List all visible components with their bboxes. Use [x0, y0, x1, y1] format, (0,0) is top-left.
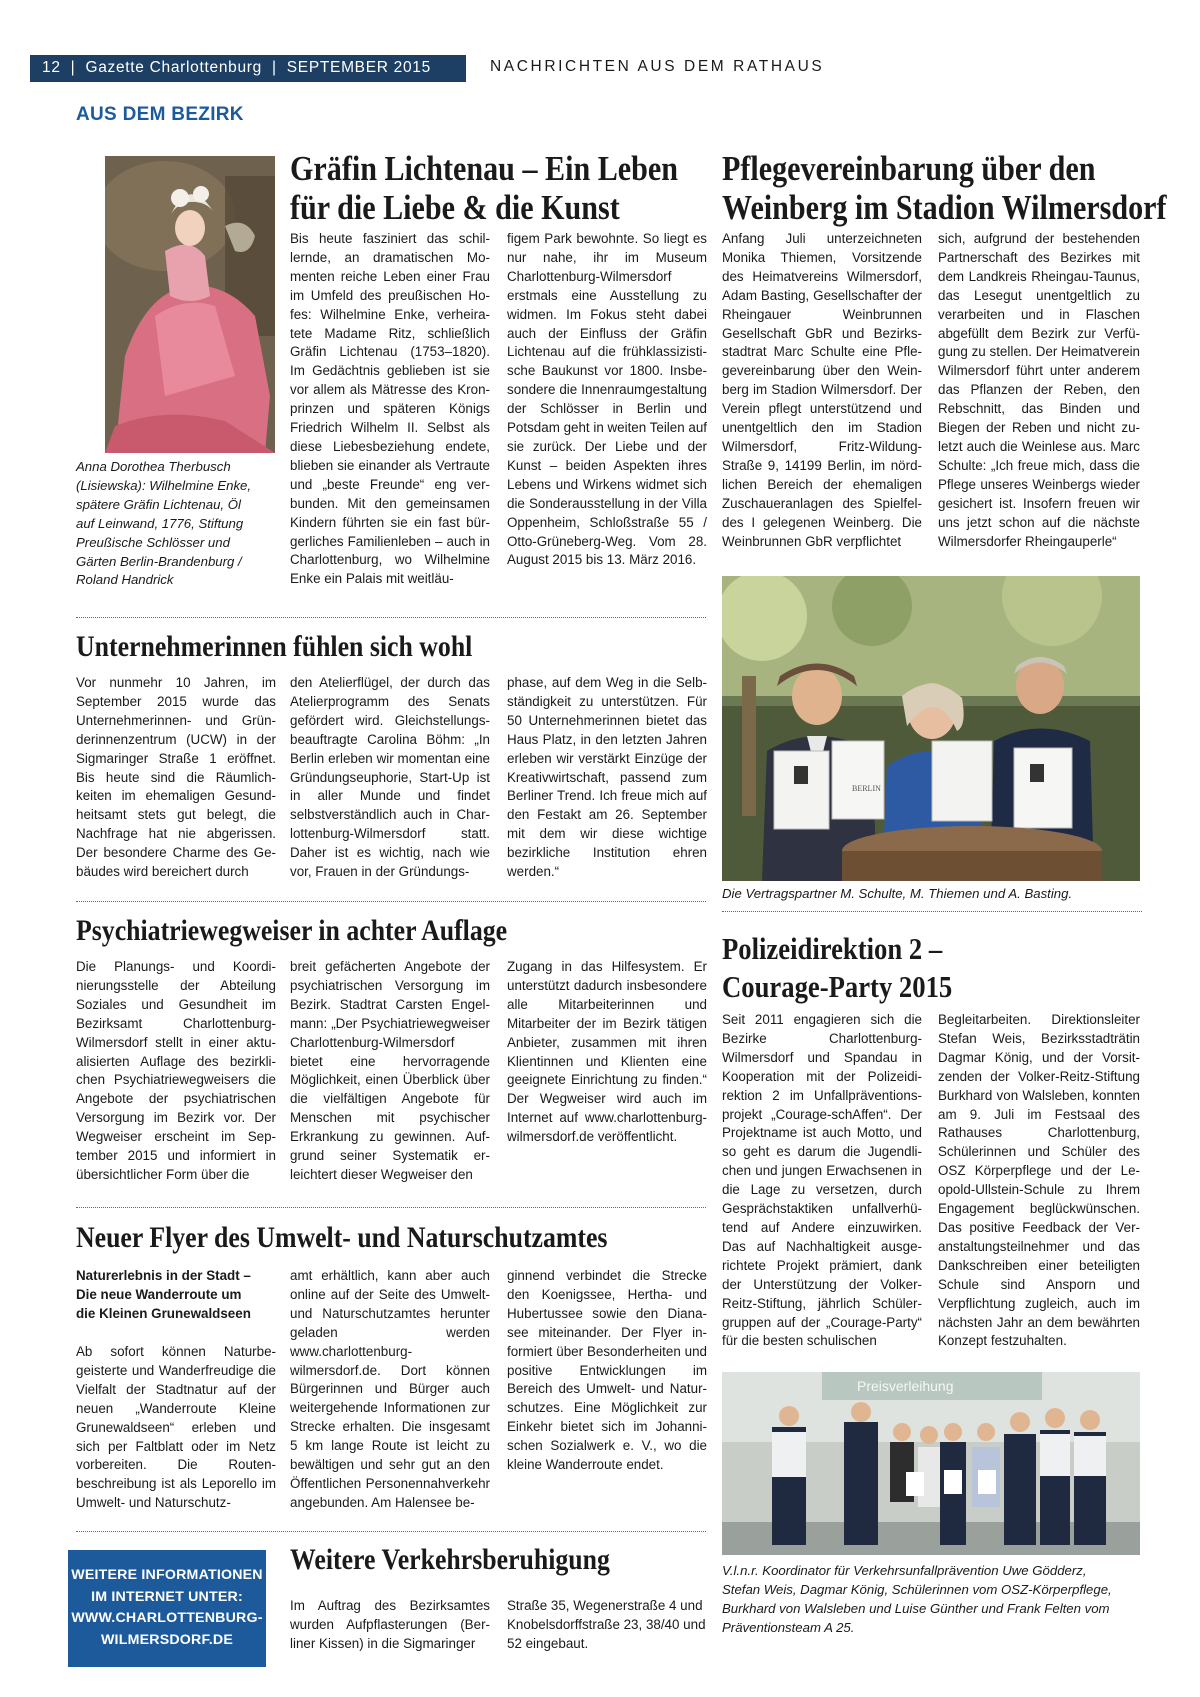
article2-column-1: Anfang Juli unterzeichneten Monika Thiemen, Vorsitzende des Heimatvereins Wilmersdorf, Adam Basting, Gesellschafter der Rheingauer Weinbrunnen Gesellschaft GbR und Bezirksstadtrat Marc Schulte eine Pflegevereinbarung über den Weinberg im Stadion Wilmersdorf. Der Verein pflegt unterstützend und unentgeltlich den im Stadion Wilmersdorf, Fritz-Wildung-Straße 9, 14199 Berlin, im nördlichen Bereich der ehemaligen Zuschaueranlagen des Spielfeldes I gelegenen Weinberg. Die Weinbrunnen GbR verpflichtet	[722, 231, 922, 549]
article1-column-1: Bis heute fasziniert das schillernde, an dramatischen Momenten reiche Leben einer Frau im Umfeld des preußischen Hofes: Wilhelmine Enke, verheiratete Madame Ritz, schließlich Gräfin Lichtenau (1753–1820). Im Gedächtnis geblieben ist sie vor allem als Mätresse des Kronprinzen und späteren Königs Friedrich Wilhelm II. Selbst als diese Liebesbeziehung endete, blieben sie einander als Vertraute und „beste Freunde“ eng verbunden. Mit den gemeinsamen Kindern führten sie ein fast bürgerliches Familienleben – auch in Charlottenburg, wo Wilhelmine Enke ein Palais mit weitläu-	[290, 231, 490, 587]
article3-column-2: den Atelierflügel, der durch das Atelierprogramm des Senats gefördert wird. Gleichstellungsbeauftragte Carolina Böhm: „In Berlin erleben wir momentan eine Gründungseuphorie, Start-Up ist in aller Munde und findet selbstverständlich auch in Charlottenburg-Wilmersdorf statt. Daher ist es wichtig, nach wie vor, Frauen in der Gründungs-	[290, 675, 490, 880]
courage-party-photo	[722, 1372, 1140, 1555]
issue-bar: 12 | Gazette Charlottenburg | SEPTEMBER 2015	[30, 55, 466, 82]
article7-headline: Weitere Verkehrsberuhigung	[290, 1543, 610, 1576]
more-info-box[interactable]: WEITERE INFORMATIONEN IM INTERNET UNTER: WWW.CHARLOTTENBURG- WILMERSDORF.DE	[68, 1550, 266, 1667]
article2-headline: Pflegevereinbarung über den Weinberg im Stadion Wilmersdorf	[722, 149, 1167, 227]
issue-date: SEPTEMBER 2015	[286, 59, 431, 76]
article7-column-1: Im Auftrag des Bezirksamtes wurden Aufpflasterungen (Berliner Kissen) in die Sigmaringer	[290, 1598, 490, 1651]
article6-column-1: Ab sofort können Naturbegeisterte und Wanderfreudige die Vielfalt der Stadtnatur auf der neuen „Wanderroute Kleine Grunewaldseen“ erleben und sich per Faltblatt oder im Netz vorbereiten. Die Routenbeschreibung ist als Leporello im Umwelt- und Naturschutz-	[76, 1344, 276, 1511]
painting-image	[105, 156, 275, 453]
divider	[76, 617, 706, 618]
article3-column-1: Vor nunmehr 10 Jahren, im September 2015 wurde das Unternehmerinnen- und Gründerinnenzentrum (UCW) in der Sigmaringer Straße 1 eröffnet. Bis heute sind die Räumlichkeiten im ehemaligen Gesundheitsamt stets gut belegt, die Nachfrage hat nie abgerissen. Der besondere Charme des Gebäudes wird bereichert durch	[76, 675, 276, 880]
painting-caption: Anna Dorothea Therbusch (Lisiewska): Wilhelmine Enke, spätere Gräfin Lichtenau, Öl auf Leinwand, 1776, Stiftung Preußische Schlösser und Gärten Berlin-Brandenburg / Roland Handrick	[76, 459, 252, 588]
courage-photo-caption: V.l.n.r. Koordinator für Verkehrsunfallprävention Uwe Gödderz, Stefan Weis, Dagmar König, Schülerinnen vom OSZ-Körperpflege, Burkhard von Walsleben und Luise Günther und Frank Felten vom Präventionsteam A 25.	[722, 1563, 1112, 1635]
portrait-painting-icon	[105, 156, 275, 453]
article3-headline: Unternehmerinnen fühlen sich wohl	[76, 630, 473, 663]
publication-name: Gazette Charlottenburg	[85, 59, 262, 76]
article5-headline: Polizeidirektion 2 – Courage-Party 2015	[722, 931, 953, 1004]
article1-headline: Gräfin Lichtenau – Ein Leben für die Liebe & die Kunst	[290, 149, 679, 227]
section-kicker: AUS DEM BEZIRK	[76, 104, 244, 125]
article5-column-1: Seit 2011 engagieren sich die Bezirke Charlottenburg-Wilmersdorf und Spandau in Kooperation mit der Polizeidirektion 2 im Unfallpräventionsprojekt „Courage-schAffen“. Der Projektname ist auch Motto, und so geht es darum die Jugendlichen und jungen Erwachsenen in die Lage zu versetzen, durch Gesprächstaktiken unfallverhütend auf Andere einzuwirken. Das auf Nachhaltigkeit ausgerichtete Projekt prämiert, dank der Unterstützung der Volker-Reitz-Stiftung, jährlich Schülergruppen auf der „Courage-Party“ für die besten schulischen	[722, 1012, 922, 1349]
photo-banner-text: Preisverleihung	[857, 1378, 954, 1394]
article6-column-3: ginnend verbindet die Strecke den Koenigssee, Hertha- und Hubertussee sowie den Dianasee miteinander. Der Flyer informiert über Besonderheiten und positive Entwicklungen im Bereich des Umwelt- und Naturschutzes. Eine Möglichkeit zur Einkehr bietet sich im Johannischen Sozialwerk e. V., wo die kleine Wanderroute endet.	[507, 1268, 707, 1473]
divider	[76, 901, 706, 902]
article6-column-2: amt erhältlich, kann aber auch online auf der Seite des Umwelt- und Naturschutzamtes herunter geladen werden www.charlottenburg-wilmersdorf.de. Dort können Bürgerinnen und Bürger auch weitergehende Informationen zur Strecke erhalten. Die insgesamt 5 km lange Route ist leicht zu bewältigen und sehr gut an den Öffentlichen Personennahverkehr angebunden. Am Halensee be-	[290, 1268, 490, 1510]
group-photo-icon	[722, 1372, 1140, 1555]
article4-column-1: Die Planungs- und Koordinierungsstelle der Abteilung Soziales und Gesundheit im Bezirksamt Charlottenburg-Wilmersdorf stellt in einer aktualisierten Auflage des bezirklichen Psychiatriewegweisers die Angebote der psychiatrischen Versorgung im Bezirk vor. Der Wegweiser erscheint im September 2015 und informiert in übersichtlicher Form über die	[76, 959, 276, 1182]
page-number: 12	[42, 59, 61, 76]
article5-column-2: Begleitarbeiten. Direktionsleiter Stefan Weis, Bezirksstadträtin Dagmar König, und der Vorsitzenden der Volker-Reitz-Stiftung Burkhard von Walsleben, konnten am 9. Juli im Festsaal des Rathauses Charlottenburg, Schülerinnen und Schüler des OSZ Körperpflege und der Leopold-Ullstein-Schule zu Ihrem Engagement beglückwünschen. Das positive Feedback der Veranstaltungsteilnehmer und das Dankschreiben einer beteiligten Schule sind Ansporn und Verpflichtung zugleich, auch im nächsten Jahr an dem bewährten Konzept festzuhalten.	[938, 1012, 1140, 1349]
divider	[76, 1207, 706, 1208]
article2-column-2: sich, aufgrund der bestehenden Partnerschaft des Bezirkes mit dem Landkreis Rheingau-Taunus, das Lesegut unentgeltlich zu verarbeiten und in Flaschen abgefüllt dem Bezirk zur Verfügung zu stellen. Der Heimatverein Wilmersdorf führt unter anderem das Pflanzen der Reben, den Rebschnitt, das Binden und Biegen der Reben und nicht zuletzt auch die Weinlese aus. Marc Schulte: „Ich freue mich, dass die Pflege unseres Weinbergs wieder gesichert ist. Insofern freuen wir uns jetzt schon auf die nächste Wilmersdorfer Rheingauperle“	[938, 231, 1140, 549]
article4-column-2: breit gefächerten Angebote der psychiatrischen Versorgung im Bezirk. Stadtrat Carsten Engelmann: „Der Psychiatriewegweiser Charlottenburg-Wilmersdorf bietet eine hervorragende Möglichkeit, einen Überblick über die vielfältigen Angebote für Menschen mit psychischer Erkrankung zu gewinnen. Aufgrund seiner Systematik erleichtert dieser Wegweiser den	[290, 959, 490, 1182]
article7-column-2: Straße 35, Wegenerstraße 4 und Knobelsdorffstraße 23, 38/40 und 52 eingebaut.	[507, 1598, 706, 1651]
vineyard-photo-caption: Die Vertragspartner M. Schulte, M. Thiemen und A. Basting.	[722, 886, 1073, 901]
divider	[76, 1531, 706, 1532]
article6-subhead: Naturerlebnis in der Stadt – Die neue Wanderroute um die Kleinen Grunewaldseen	[76, 1268, 251, 1321]
article4-headline: Psychiatriewegweiser in achter Auflage	[76, 914, 508, 947]
three-people-photo-icon	[722, 576, 1140, 881]
vineyard-partners-photo	[722, 576, 1140, 881]
section-title: NACHRICHTEN AUS DEM RATHAUS	[490, 58, 825, 75]
article1-column-2: figem Park bewohnte. So liegt es nur nahe, ihr im Museum Charlottenburg-Wilmersdorf erstmals eine Ausstellung zu widmen. Im Fokus steht dabei auch der Einfluss der Gräfin Lichtenau auf die frühklassizistische Baukunst vor 1800. Insbesondere die Innenraumgestaltung der Schlösser in Berlin und Potsdam geht in weiten Teilen auf sie zurück. Der Liebe und der Kunst – beiden Aspekten ihres Lebens und Wirkens widmet sich die Sonderausstellung in der Villa Oppenheim, Schloßstraße 55 / Otto-Grüneberg-Weg. Vom 28. August 2015 bis 13. März 2016.	[507, 231, 707, 568]
article6-headline: Neuer Flyer des Umwelt- und Naturschutzamtes	[76, 1221, 608, 1254]
divider	[722, 911, 1142, 912]
article3-column-3: phase, auf dem Weg in die Selbständigkeit zu unterstützen. Für 50 Unternehmerinnen bietet das Haus Platz, in den letzten Jahren erleben wir verstärkt Einzüge der Kreativwirtschaft, passend zum Berliner Trend. Ich freue mich auf den Festakt am 26. September mit dem wir diese wichtige bezirkliche Institution ehren werden.“	[507, 675, 707, 880]
document-berlin-text: BERLIN	[852, 784, 881, 793]
article4-column-3: Zugang in das Hilfesystem. Er unterstützt dadurch insbesondere alle Mitarbeiterinnen und Mitarbeiter der im Bezirk tätigen Anbieter, zusammen mit ihren Klientinnen und Klienten eine geeignete Einrichtung zu finden.“ Der Wegweiser wird auch im Internet auf www.charlottenburg-wilmersdorf.de veröffentlicht.	[507, 959, 707, 1145]
